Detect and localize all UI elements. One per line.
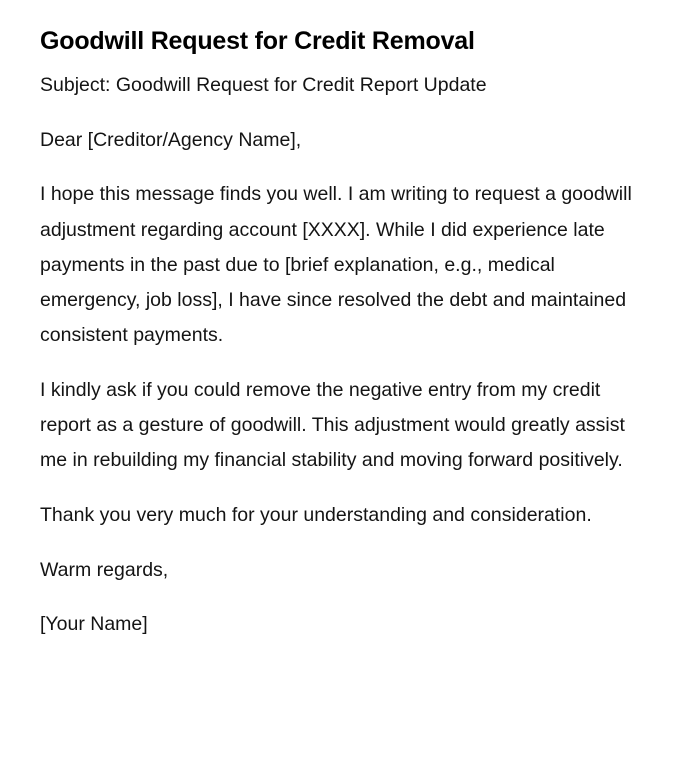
signature: [Your Name] [40,613,148,636]
body-paragraph-request: I kindly ask if you could remove the negative entry from my credit report as a gesture of goodwill. This adjustment would greatly assist me in rebuilding my financial stability and moving forward positively. [40,378,625,472]
subject-line: Subject: Goodwill Request for Credit Report Update [40,74,487,96]
document-title: Goodwill Request for Credit Removal [40,27,475,55]
body-paragraph-intro: I hope this message finds you well. I am writing to request a goodwill adjustment regarding account [XXXX]. While I did experience late payments in the past due to [brief explanation, e.g., medical emergency, job loss], I have since resolved the debt and maintained consistent payments. [40,183,632,347]
salutation: Dear [Creditor/Agency Name], [40,128,302,151]
body-paragraph-thanks: Thank you very much for your understanding and consideration. [40,504,592,527]
closing: Warm regards, [40,558,169,581]
